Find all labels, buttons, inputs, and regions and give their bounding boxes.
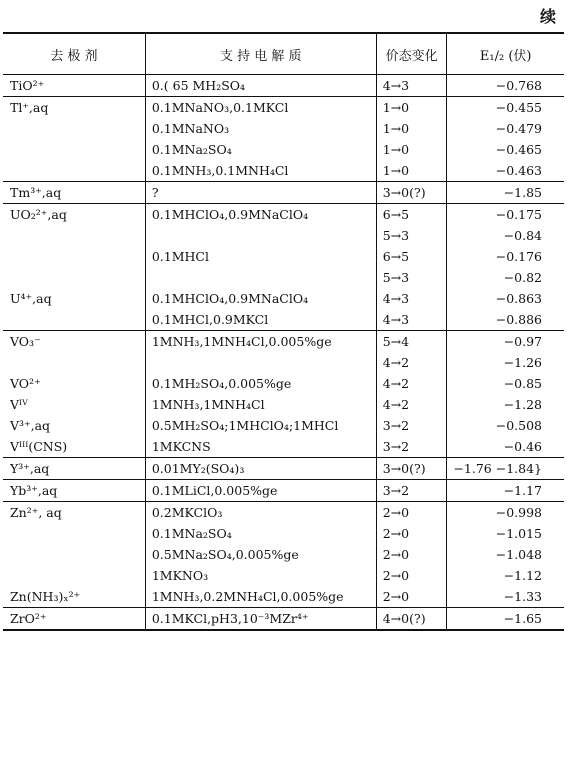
header-valence-change: 价态变化 — [376, 33, 447, 75]
cell-valence-change: 4→3 — [376, 288, 447, 309]
cell-electrolyte: 0.5MH₂SO₄;1MHClO₄;1MHCl — [145, 415, 376, 436]
cell-depolarizer — [3, 118, 145, 139]
cell-half-wave: −0.97 — [447, 331, 564, 353]
cell-electrolyte: 0.5MNa₂SO₄,0.005%ge — [145, 544, 376, 565]
cell-depolarizer — [3, 160, 145, 182]
table-row — [3, 75, 564, 97]
table-row — [3, 394, 564, 415]
cell-depolarizer: Vᴵⱽ — [10, 397, 28, 412]
cell-valence-change: 1→0 — [376, 118, 447, 139]
table-row — [3, 544, 564, 565]
cell-valence-change: 4→0(?) — [376, 608, 447, 631]
cell-valence-change: 2→0 — [376, 502, 447, 524]
cell-electrolyte: 0.1MNaNO₃ — [145, 118, 376, 139]
cell-valence-change: 2→0 — [376, 544, 447, 565]
header-row — [3, 33, 564, 75]
table-row — [3, 458, 564, 480]
cell-depolarizer: Yb³⁺,aq — [3, 480, 145, 502]
table-row — [3, 608, 564, 631]
cell-valence-change: 6→5 — [376, 246, 447, 267]
cell-half-wave: −0.82 — [447, 267, 564, 288]
cell-valence-change: 4→2 — [376, 352, 447, 373]
cell-electrolyte — [145, 352, 376, 373]
cell-electrolyte: 1MNH₃,0.2MNH₄Cl,0.005%ge — [145, 586, 376, 608]
table-row — [3, 373, 564, 394]
cell-half-wave: −0.886 — [447, 309, 564, 331]
cell-electrolyte: 1MNH₃,1MNH₄Cl,0.005%ge — [145, 331, 376, 353]
cell-valence-change: 2→0 — [376, 586, 447, 608]
cell-depolarizer: Tm³⁺,aq — [3, 182, 145, 204]
cell-depolarizer — [3, 139, 145, 160]
cell-valence-change: 1→0 — [376, 139, 447, 160]
table-row — [3, 480, 564, 502]
cell-depolarizer: VO₃⁻ — [3, 331, 145, 353]
cell-depolarizer: Vᴵᴵᴵ(CNS) — [3, 436, 145, 458]
cell-electrolyte — [145, 225, 376, 246]
cell-electrolyte: 1MKCNS — [145, 436, 376, 458]
cell-valence-change: 1→0 — [376, 160, 447, 182]
cell-depolarizer: V³⁺,aq — [10, 418, 51, 433]
cell-depolarizer — [3, 523, 145, 544]
table-row — [3, 352, 564, 373]
cell-half-wave: −0.176 — [447, 246, 564, 267]
continued-label: 续 — [539, 7, 556, 26]
cell-depolarizer: Zn²⁺, aq — [3, 502, 145, 524]
cell-depolarizer — [3, 225, 145, 246]
cell-depolarizer: Tl⁺,aq — [3, 97, 145, 119]
table-row — [3, 309, 564, 331]
cell-depolarizer — [3, 565, 145, 586]
cell-valence-change: 5→4 — [376, 331, 447, 353]
cell-depolarizer: Zn(NH₃)ₓ²⁺ — [3, 586, 145, 608]
cell-valence-change: 3→2 — [376, 436, 447, 458]
cell-valence-change: 5→3 — [376, 225, 447, 246]
table-row — [3, 182, 564, 204]
cell-depolarizer: UO₂²⁺,aq — [3, 204, 145, 226]
table-row — [3, 502, 564, 524]
cell-depolarizer — [3, 267, 145, 288]
table-row — [3, 267, 564, 288]
cell-electrolyte: 0.01MY₂(SO₄)₃ — [145, 458, 376, 480]
header-half-wave: E₁/₂ (伏) — [447, 33, 564, 75]
cell-half-wave: −1.85 — [447, 182, 564, 204]
cell-electrolyte: 0.( 65 MH₂SO₄ — [145, 75, 376, 97]
cell-half-wave: −0.463 — [447, 160, 564, 182]
cell-half-wave: −0.465 — [447, 139, 564, 160]
table-row — [3, 586, 564, 608]
cell-half-wave: −0.508 — [447, 415, 564, 436]
table-row — [3, 246, 564, 267]
cell-valence-change: 3→2 — [376, 480, 447, 502]
cell-depolarizer — [3, 352, 145, 373]
cell-depolarizer: VO²⁺ — [10, 376, 41, 391]
cell-depolarizer: Y³⁺,aq — [3, 458, 145, 480]
cell-depolarizer: U⁴⁺,aq — [10, 291, 52, 306]
cell-electrolyte: 0.1MNa₂SO₄ — [145, 139, 376, 160]
cell-electrolyte: 1MKNO₃ — [145, 565, 376, 586]
cell-depolarizer: ZrO²⁺ — [3, 608, 145, 631]
cell-electrolyte: 0.2MKClO₃ — [145, 502, 376, 524]
table-body — [3, 75, 564, 631]
header-electrolyte: 支 持 电 解 质 — [145, 33, 376, 75]
table-row — [3, 415, 564, 436]
header-depolarizer: 去 极 剂 — [3, 33, 145, 75]
cell-half-wave: −0.84 — [447, 225, 564, 246]
cell-half-wave: −0.479 — [447, 118, 564, 139]
table-row — [3, 160, 564, 182]
table-row — [3, 436, 564, 458]
cell-electrolyte: 0.1MLiCl,0.005%ge — [145, 480, 376, 502]
table-row — [3, 565, 564, 586]
polarographic-table — [3, 32, 564, 631]
table-row — [3, 523, 564, 544]
table-row — [3, 288, 564, 309]
cell-valence-change: 4→2 — [376, 373, 447, 394]
cell-electrolyte: 0.1MHClO₄,0.9MNaClO₄ — [145, 204, 376, 226]
cell-electrolyte — [145, 267, 376, 288]
cell-valence-change: 3→0(?) — [376, 182, 447, 204]
cell-valence-change: 6→5 — [376, 204, 447, 226]
cell-half-wave: −1.26 — [447, 352, 564, 373]
cell-electrolyte: 0.1MHCl — [145, 246, 376, 267]
cell-electrolyte: ? — [145, 182, 376, 204]
table-row — [3, 139, 564, 160]
cell-depolarizer: TiO²⁺ — [3, 75, 145, 97]
table-row — [3, 204, 564, 226]
cell-valence-change: 1→0 — [376, 97, 447, 119]
cell-half-wave: −1.015 — [447, 523, 564, 544]
cell-half-wave: −1.76 −1.84} — [447, 458, 564, 480]
table-row — [3, 331, 564, 353]
cell-electrolyte: 0.1MNaNO₃,0.1MKCl — [145, 97, 376, 119]
cell-electrolyte: 0.1MNa₂SO₄ — [145, 523, 376, 544]
cell-valence-change: 5→3 — [376, 267, 447, 288]
cell-valence-change: 4→3 — [376, 75, 447, 97]
cell-depolarizer — [3, 309, 145, 331]
table-row — [3, 225, 564, 246]
table-row — [3, 97, 564, 119]
cell-half-wave: −0.768 — [447, 75, 564, 97]
cell-half-wave: −0.998 — [447, 502, 564, 524]
cell-electrolyte: 0.1MHCl,0.9MKCl — [145, 309, 376, 331]
cell-depolarizer — [3, 544, 145, 565]
cell-half-wave: −0.455 — [447, 97, 564, 119]
cell-electrolyte: 0.1MHClO₄,0.9MNaClO₄ — [145, 288, 376, 309]
cell-half-wave: −0.85 — [447, 373, 564, 394]
cell-electrolyte: 0.1MNH₃,0.1MNH₄Cl — [145, 160, 376, 182]
cell-valence-change: 2→0 — [376, 523, 447, 544]
cell-electrolyte: 1MNH₃,1MNH₄Cl — [145, 394, 376, 415]
cell-half-wave: −1.28 — [447, 394, 564, 415]
cell-half-wave: −1.048 — [447, 544, 564, 565]
cell-valence-change: 3→2 — [376, 415, 447, 436]
cell-half-wave: −1.33 — [447, 586, 564, 608]
table-row — [3, 118, 564, 139]
cell-valence-change: 4→2 — [376, 394, 447, 415]
cell-valence-change: 4→3 — [376, 309, 447, 331]
cell-half-wave: −1.12 — [447, 565, 564, 586]
cell-valence-change: 2→0 — [376, 565, 447, 586]
cell-half-wave: −0.863 — [447, 288, 564, 309]
cell-depolarizer — [3, 246, 145, 267]
cell-half-wave: −1.17 — [447, 480, 564, 502]
cell-half-wave: −1.65 — [447, 608, 564, 631]
cell-electrolyte: 0.1MH₂SO₄,0.005%ge — [145, 373, 376, 394]
cell-half-wave: −0.46 — [447, 436, 564, 458]
cell-valence-change: 3→0(?) — [376, 458, 447, 480]
cell-half-wave: −0.175 — [447, 204, 564, 226]
cell-electrolyte: 0.1MKCl,pH3,10⁻³MZr⁴⁺ — [145, 608, 376, 631]
